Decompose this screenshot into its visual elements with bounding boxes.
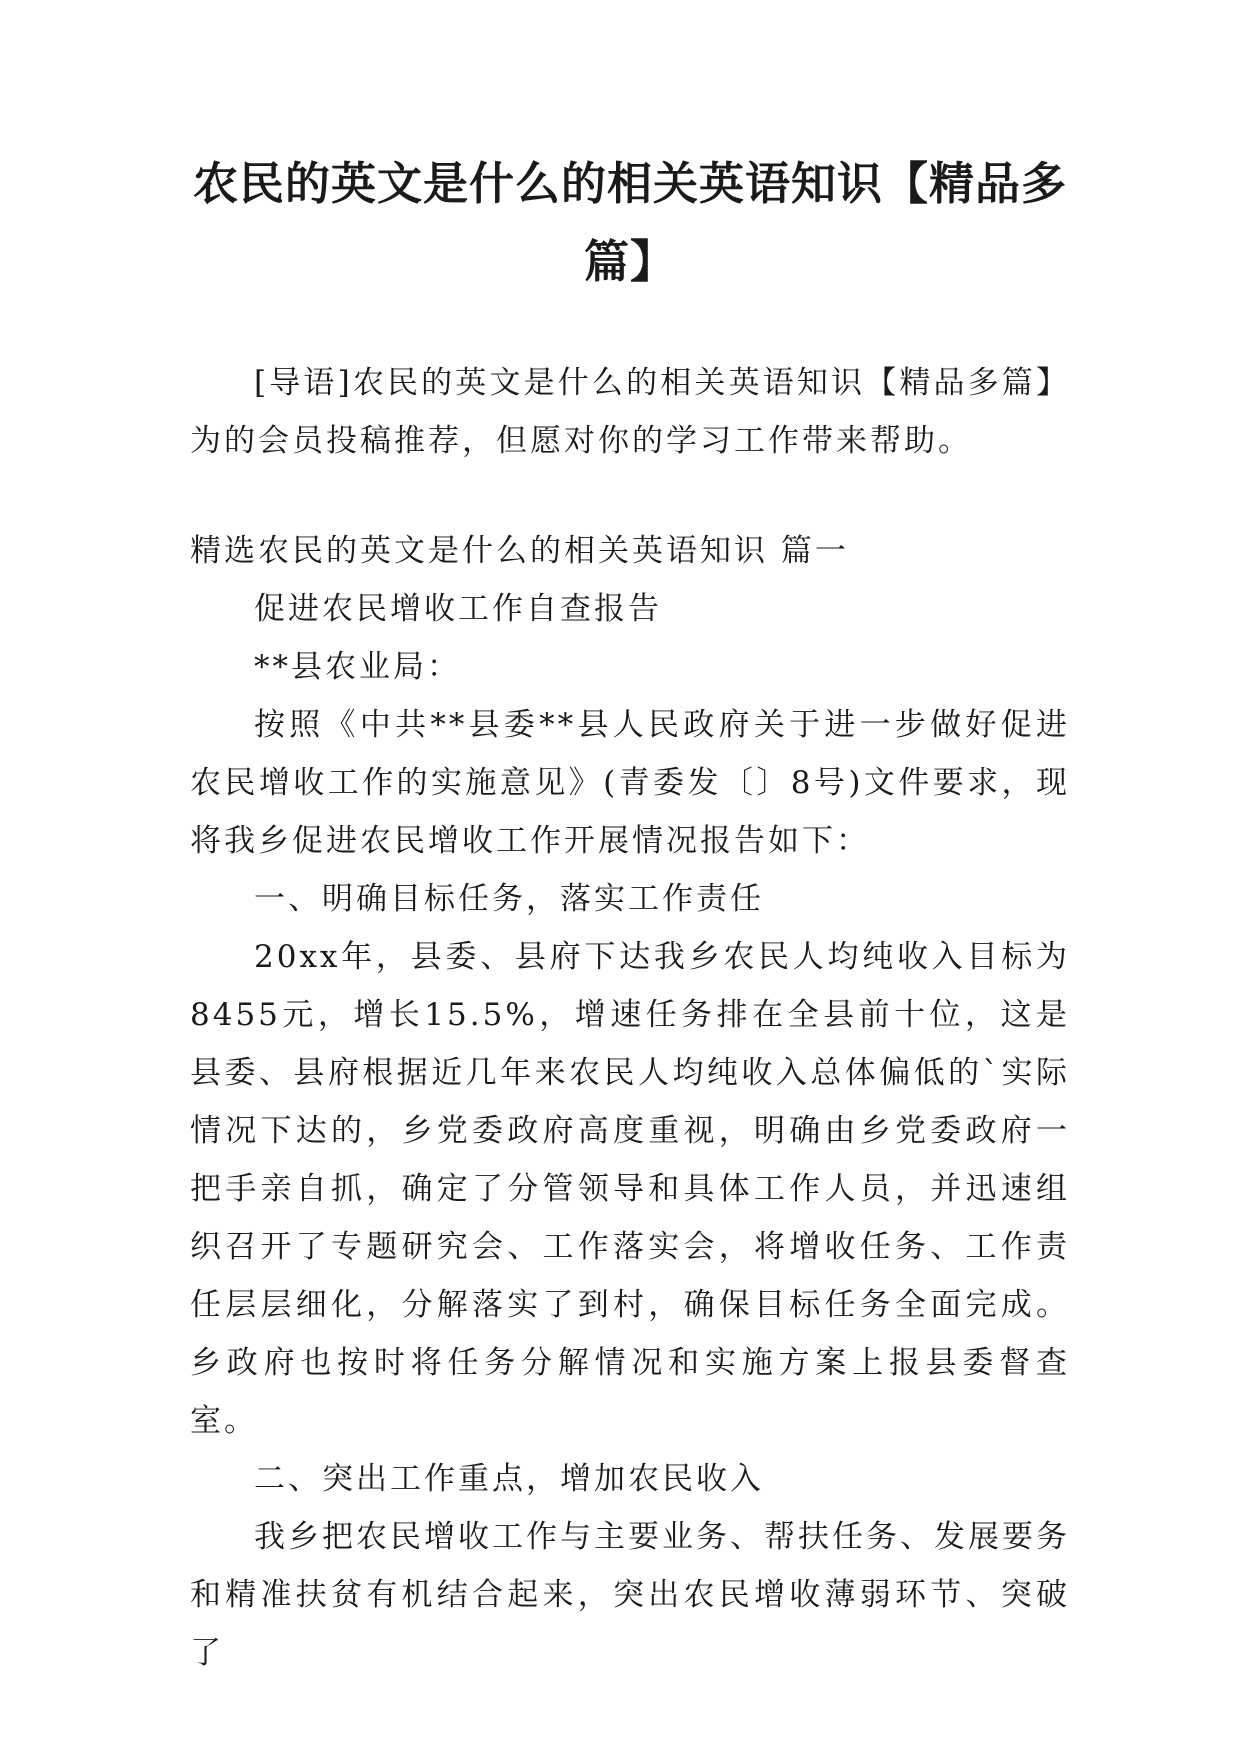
report-title: 促进农民增收工作自查报告 [254,591,662,627]
heading-1: 一、明确目标任务，落实工作责任 [254,881,764,917]
paragraph-3: 我乡把农民增收工作与主要业务、帮扶任务、发展要务和精准扶贫有机结合起来，突出农民增收薄弱环节、突破了 [190,1519,1070,1671]
section-heading: 精选农民的英文是什么的相关英语知识 篇一 [190,533,849,569]
paragraph-1: 按照《中共**县委**县人民政府关于进一步做好促进农民增收工作的实施意见》(青委发〔〕8号)文件要求，现将我乡促进农民增收工作开展情况报告如下： [190,707,1070,859]
heading-2: 二、突出工作重点，增加农民收入 [254,1461,764,1497]
intro-paragraph: [导语]农民的英文是什么的相关英语知识【精品多篇】为的会员投稿推荐，但愿对你的学习工作带来帮助。 [190,365,1070,459]
document-title: 农民的英文是什么的相关英语知识【精品多篇】 [192,157,1067,288]
document-page [190,0,1070,1754]
document-content [190,522,1070,1682]
paragraph-2: 20xx年，县委、县府下达我乡农民人均纯收入目标为8455元，增长15.5%，增速任务排在全县前十位，这是县委、县府根据近几年来农民人均纯收入总体偏低的`实际情况下达的，乡党委政府高度重视，明确由乡党委政府一把手亲自抓，确定了分管领导和具体工作人员，并迅速组织召开了专题研究会、工作落实会，将增收任务、工作责任层层细化，分解落实了到村，确保目标任务全面完成。乡政府也按时将任务分解情况和实施方案上报县委督查室。 [190,939,1070,1439]
addressee: **县农业局： [254,649,461,685]
